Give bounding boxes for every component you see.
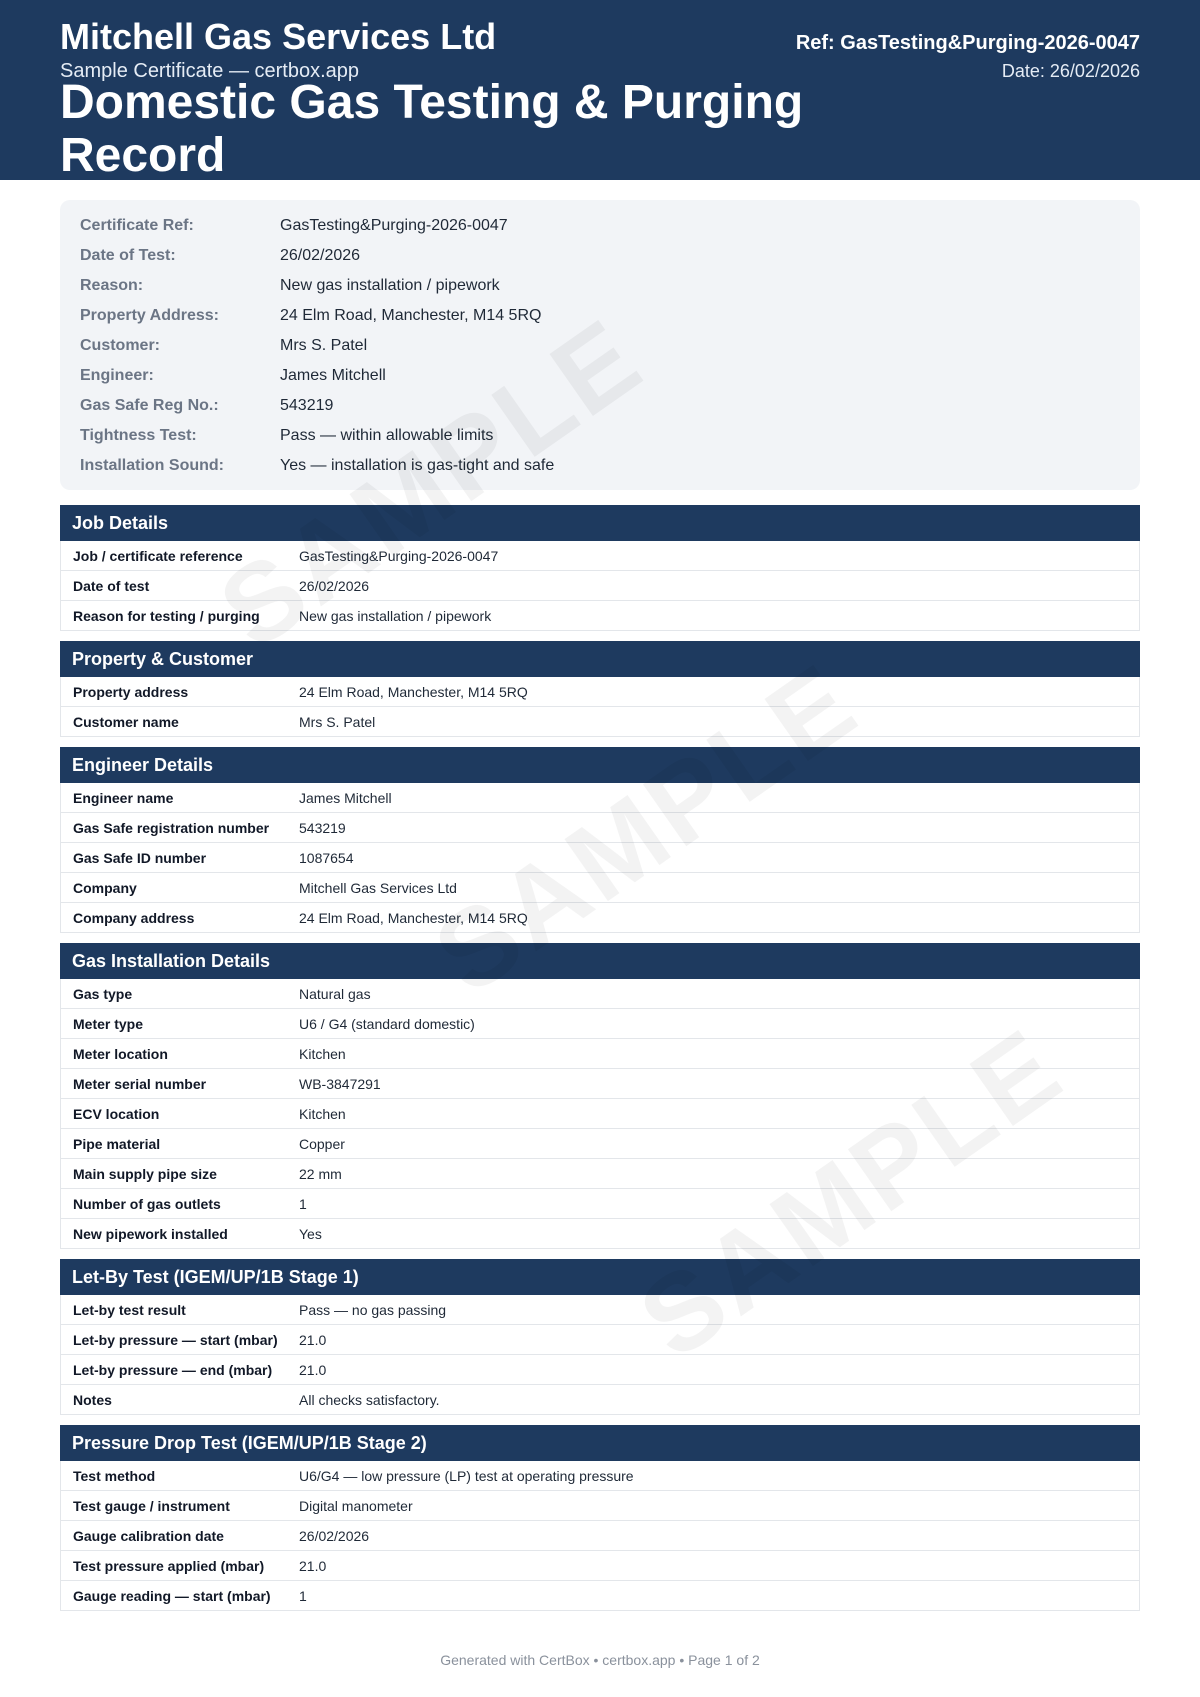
summary-row xyxy=(80,211,1120,241)
row-label: Meter serial number xyxy=(73,1075,207,1092)
row-label: Test pressure applied (mbar) xyxy=(73,1557,265,1574)
certificate-subtitle: Sample Certificate — certbox.app xyxy=(60,60,360,82)
summary-row xyxy=(80,391,1120,421)
summary-value: Yes — installation is gas-tight and safe xyxy=(280,457,555,474)
table-row xyxy=(60,1099,1140,1129)
table-row xyxy=(60,677,1140,707)
row-value: U6/G4 — low pressure (LP) test at operating pressure xyxy=(299,1467,634,1484)
section-heading: Job Details xyxy=(60,505,1140,541)
row-label: Meter location xyxy=(73,1045,168,1062)
table-row xyxy=(60,707,1140,737)
row-value: Mitchell Gas Services Ltd xyxy=(299,879,457,896)
row-value: All checks satisfactory. xyxy=(299,1391,440,1408)
table-row xyxy=(60,1355,1140,1385)
summary-row xyxy=(80,241,1120,271)
table-row xyxy=(60,1009,1140,1039)
summary-value: New gas installation / pipework xyxy=(280,277,500,294)
summary-row xyxy=(80,271,1120,301)
row-value: 24 Elm Road, Manchester, M14 5RQ xyxy=(299,909,528,926)
table-row xyxy=(60,1295,1140,1325)
row-value: Kitchen xyxy=(299,1105,346,1122)
company-name: Mitchell Gas Services Ltd xyxy=(60,16,497,57)
row-label: Pipe material xyxy=(73,1135,161,1152)
row-label: Test method xyxy=(73,1467,156,1484)
summary-row xyxy=(80,361,1120,391)
row-label: Company address xyxy=(73,909,195,926)
row-value: James Mitchell xyxy=(299,789,392,806)
row-label: Test gauge / instrument xyxy=(73,1497,230,1514)
row-label: Gas Safe ID number xyxy=(73,849,207,866)
row-label: Property address xyxy=(73,683,189,700)
table-row xyxy=(60,571,1140,601)
table-row xyxy=(60,1069,1140,1099)
summary-row xyxy=(80,421,1120,451)
section-heading: Engineer Details xyxy=(60,747,1140,783)
table-row xyxy=(60,1219,1140,1249)
row-value: WB-3847291 xyxy=(299,1075,381,1092)
table-row xyxy=(60,1325,1140,1355)
table-row xyxy=(60,1129,1140,1159)
row-value: 26/02/2026 xyxy=(299,1527,370,1544)
summary-label: Gas Safe Reg No.: xyxy=(80,397,219,414)
section xyxy=(60,505,1140,631)
row-label: Main supply pipe size xyxy=(73,1165,217,1182)
section-heading: Pressure Drop Test (IGEM/UP/1B Stage 2) xyxy=(60,1425,1140,1461)
document-title: Domestic Gas Testing & Purging Record xyxy=(60,76,804,182)
table-row xyxy=(60,1551,1140,1581)
row-label: Date of test xyxy=(73,577,150,594)
section-heading: Let-By Test (IGEM/UP/1B Stage 1) xyxy=(60,1259,1140,1295)
row-value: Mrs S. Patel xyxy=(299,713,376,730)
summary-label: Installation Sound: xyxy=(80,457,224,474)
section xyxy=(60,943,1140,1249)
row-value: 24 Elm Road, Manchester, M14 5RQ xyxy=(299,683,528,700)
certificate-header xyxy=(0,0,1200,180)
summary-label: Property Address: xyxy=(80,307,219,324)
table-row xyxy=(60,1189,1140,1219)
row-label: Job / certificate reference xyxy=(73,547,243,564)
table-row xyxy=(60,541,1140,571)
section xyxy=(60,641,1140,737)
row-value: Kitchen xyxy=(299,1045,346,1062)
row-label: New pipework installed xyxy=(73,1225,228,1242)
row-value: Natural gas xyxy=(299,985,371,1002)
row-value: 1087654 xyxy=(299,849,354,866)
summary-value: 26/02/2026 xyxy=(280,247,361,264)
row-value: New gas installation / pipework xyxy=(299,607,492,624)
summary-label: Engineer: xyxy=(80,367,154,384)
section xyxy=(60,747,1140,933)
summary-value: GasTesting&Purging-2026-0047 xyxy=(280,217,508,234)
table-row xyxy=(60,1491,1140,1521)
row-label: Notes xyxy=(73,1391,112,1408)
row-label: Let-by pressure — end (mbar) xyxy=(73,1361,273,1378)
row-value: Yes xyxy=(299,1225,322,1242)
header-reference: Ref: GasTesting&Purging-2026-0047 xyxy=(795,32,1140,54)
certificate-sections xyxy=(60,505,1140,1621)
row-label: ECV location xyxy=(73,1105,160,1122)
row-value: 543219 xyxy=(299,819,346,836)
summary-label: Reason: xyxy=(80,277,144,294)
row-value: 26/02/2026 xyxy=(299,577,370,594)
row-value: Pass — no gas passing xyxy=(299,1301,447,1318)
section xyxy=(60,1259,1140,1415)
table-row xyxy=(60,783,1140,813)
row-value: Copper xyxy=(299,1135,345,1152)
summary-row xyxy=(80,331,1120,361)
table-row xyxy=(60,979,1140,1009)
row-label: Reason for testing / purging xyxy=(73,607,260,624)
table-row xyxy=(60,1159,1140,1189)
summary-value: 543219 xyxy=(280,397,334,414)
row-value: 22 mm xyxy=(299,1165,342,1182)
table-row xyxy=(60,1521,1140,1551)
row-label: Gas type xyxy=(73,985,133,1002)
table-row xyxy=(60,813,1140,843)
header-date: Date: 26/02/2026 xyxy=(1001,61,1140,81)
summary-value: Pass — within allowable limits xyxy=(280,427,494,444)
header-reference-block xyxy=(796,31,1140,82)
summary-box xyxy=(60,200,1140,490)
summary-row xyxy=(80,451,1120,481)
table-row xyxy=(60,1385,1140,1415)
table-row xyxy=(60,873,1140,903)
row-label: Let-by pressure — start (mbar) xyxy=(73,1331,278,1348)
row-value: 1 xyxy=(299,1195,307,1212)
row-label: Gas Safe registration number xyxy=(73,819,270,836)
row-label: Engineer name xyxy=(73,789,174,806)
row-label: Gauge reading — start (mbar) xyxy=(73,1587,271,1604)
summary-label: Certificate Ref: xyxy=(80,217,194,234)
row-value: 21.0 xyxy=(299,1361,327,1378)
row-label: Meter type xyxy=(73,1015,144,1032)
row-value: 21.0 xyxy=(299,1557,327,1574)
summary-label: Date of Test: xyxy=(80,247,176,264)
row-value: U6 / G4 (standard domestic) xyxy=(299,1015,475,1032)
table-row xyxy=(60,1581,1140,1611)
row-value: GasTesting&Purging-2026-0047 xyxy=(299,547,499,564)
summary-label: Tightness Test: xyxy=(80,427,197,444)
row-label: Gauge calibration date xyxy=(73,1527,224,1544)
table-row xyxy=(60,903,1140,933)
table-row xyxy=(60,1461,1140,1491)
table-row xyxy=(60,843,1140,873)
section-heading: Property & Customer xyxy=(60,641,1140,677)
page-footer: Generated with CertBox • certbox.app • Page 1 of 2 xyxy=(440,1652,760,1668)
summary-value: James Mitchell xyxy=(280,367,386,384)
row-label: Company xyxy=(73,879,137,896)
summary-value: 24 Elm Road, Manchester, M14 5RQ xyxy=(280,307,542,324)
row-value: 21.0 xyxy=(299,1331,327,1348)
row-label: Number of gas outlets xyxy=(73,1195,221,1212)
summary-value: Mrs S. Patel xyxy=(280,337,368,354)
table-row xyxy=(60,601,1140,631)
summary-row xyxy=(80,301,1120,331)
summary-label: Customer: xyxy=(80,337,161,354)
section-heading: Gas Installation Details xyxy=(60,943,1140,979)
table-row xyxy=(60,1039,1140,1069)
section xyxy=(60,1425,1140,1611)
row-value: 1 xyxy=(299,1587,307,1604)
row-label: Let-by test result xyxy=(73,1301,186,1318)
row-label: Customer name xyxy=(73,713,179,730)
row-value: Digital manometer xyxy=(299,1497,413,1514)
